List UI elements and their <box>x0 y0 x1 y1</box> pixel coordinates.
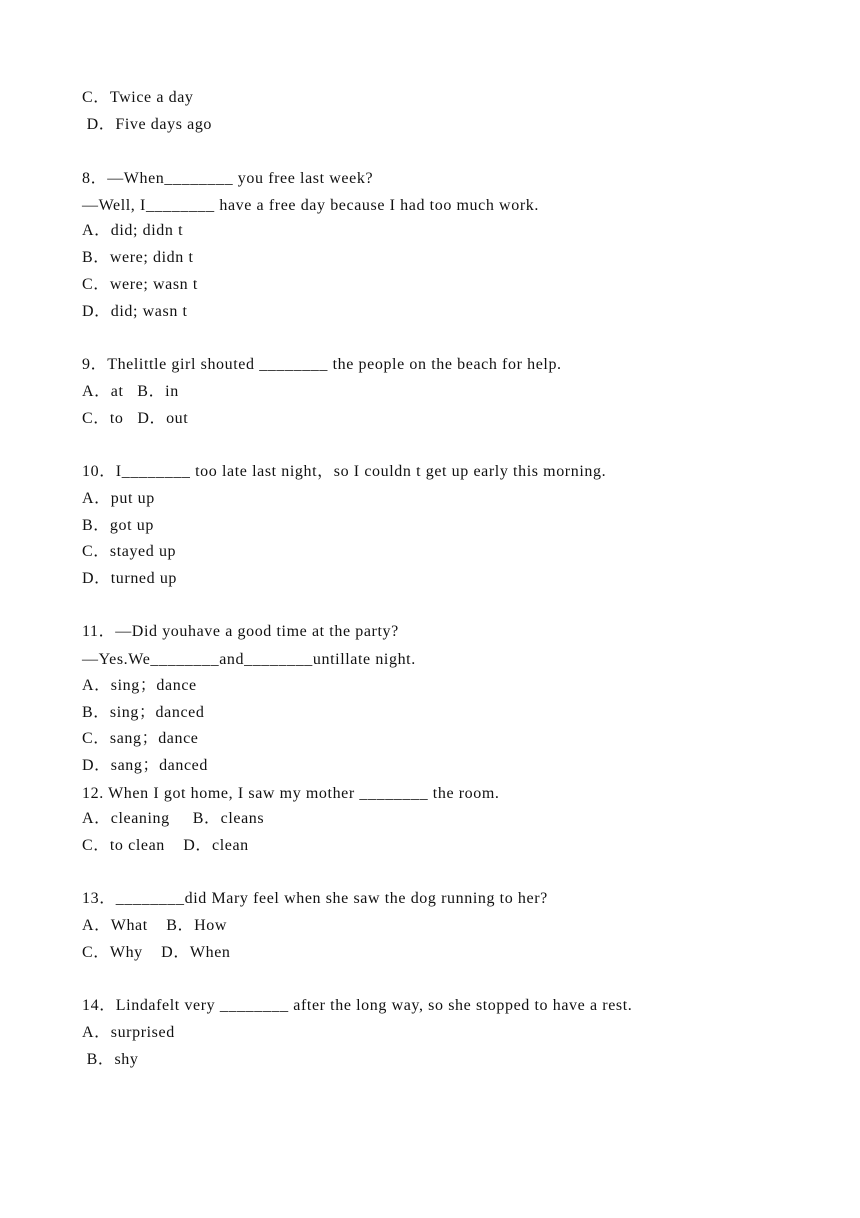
q14-option-a: A．surprised <box>82 1024 175 1041</box>
q11-response: —Yes.We________and________untillate night. <box>82 651 416 668</box>
q8-response: —Well, I________ have a free day because I had too much work. <box>82 197 539 214</box>
q11-option-c: C．sang；dance <box>82 730 199 747</box>
q7-option-d: D．Five days ago <box>82 116 213 133</box>
q11-stem: 11．—Did youhave a good time at the party? <box>82 623 399 640</box>
q11-option-b: B．sing；danced <box>82 704 205 721</box>
q10-option-b: B．got up <box>82 517 154 534</box>
q9-options-ab: A．at B．in <box>82 383 179 400</box>
q10-option-a: A．put up <box>82 490 155 507</box>
q14-option-b: B．shy <box>82 1051 139 1068</box>
q12-options-cd: C．to clean D．clean <box>82 837 249 854</box>
q8-option-a: A．did; didn t <box>82 222 184 239</box>
q11-option-a: A．sing；dance <box>82 677 197 694</box>
q8-option-c: C．were; wasn t <box>82 276 198 293</box>
q9-options-cd: C．to D．out <box>82 410 189 427</box>
q14-stem: 14．Lindafelt very ________ after the long way, so she stopped to have a rest. <box>82 997 633 1014</box>
q7-option-c: C．Twice a day <box>82 89 194 106</box>
q10-option-d: D．turned up <box>82 570 178 587</box>
q12-options-ab: A．cleaning B．cleans <box>82 810 265 827</box>
q13-options-ab: A．What B．How <box>82 917 227 934</box>
q9-stem: 9．Thelittle girl shouted ________ the people on the beach for help. <box>82 356 562 373</box>
q8-option-d: D．did; wasn t <box>82 303 188 320</box>
q10-stem: 10．I________ too late last night，so I couldn t get up early this morning. <box>82 463 607 480</box>
q10-option-c: C．stayed up <box>82 543 177 560</box>
q12-stem: 12. When I got home, I saw my mother ________ the room. <box>82 785 500 802</box>
q11-option-d: D．sang；danced <box>82 757 208 774</box>
q8-stem: 8．—When________ you free last week? <box>82 170 374 187</box>
q13-options-cd: C．Why D．When <box>82 944 231 961</box>
q8-option-b: B．were; didn t <box>82 249 194 266</box>
q13-stem: 13．________did Mary feel when she saw the dog running to her? <box>82 890 548 907</box>
